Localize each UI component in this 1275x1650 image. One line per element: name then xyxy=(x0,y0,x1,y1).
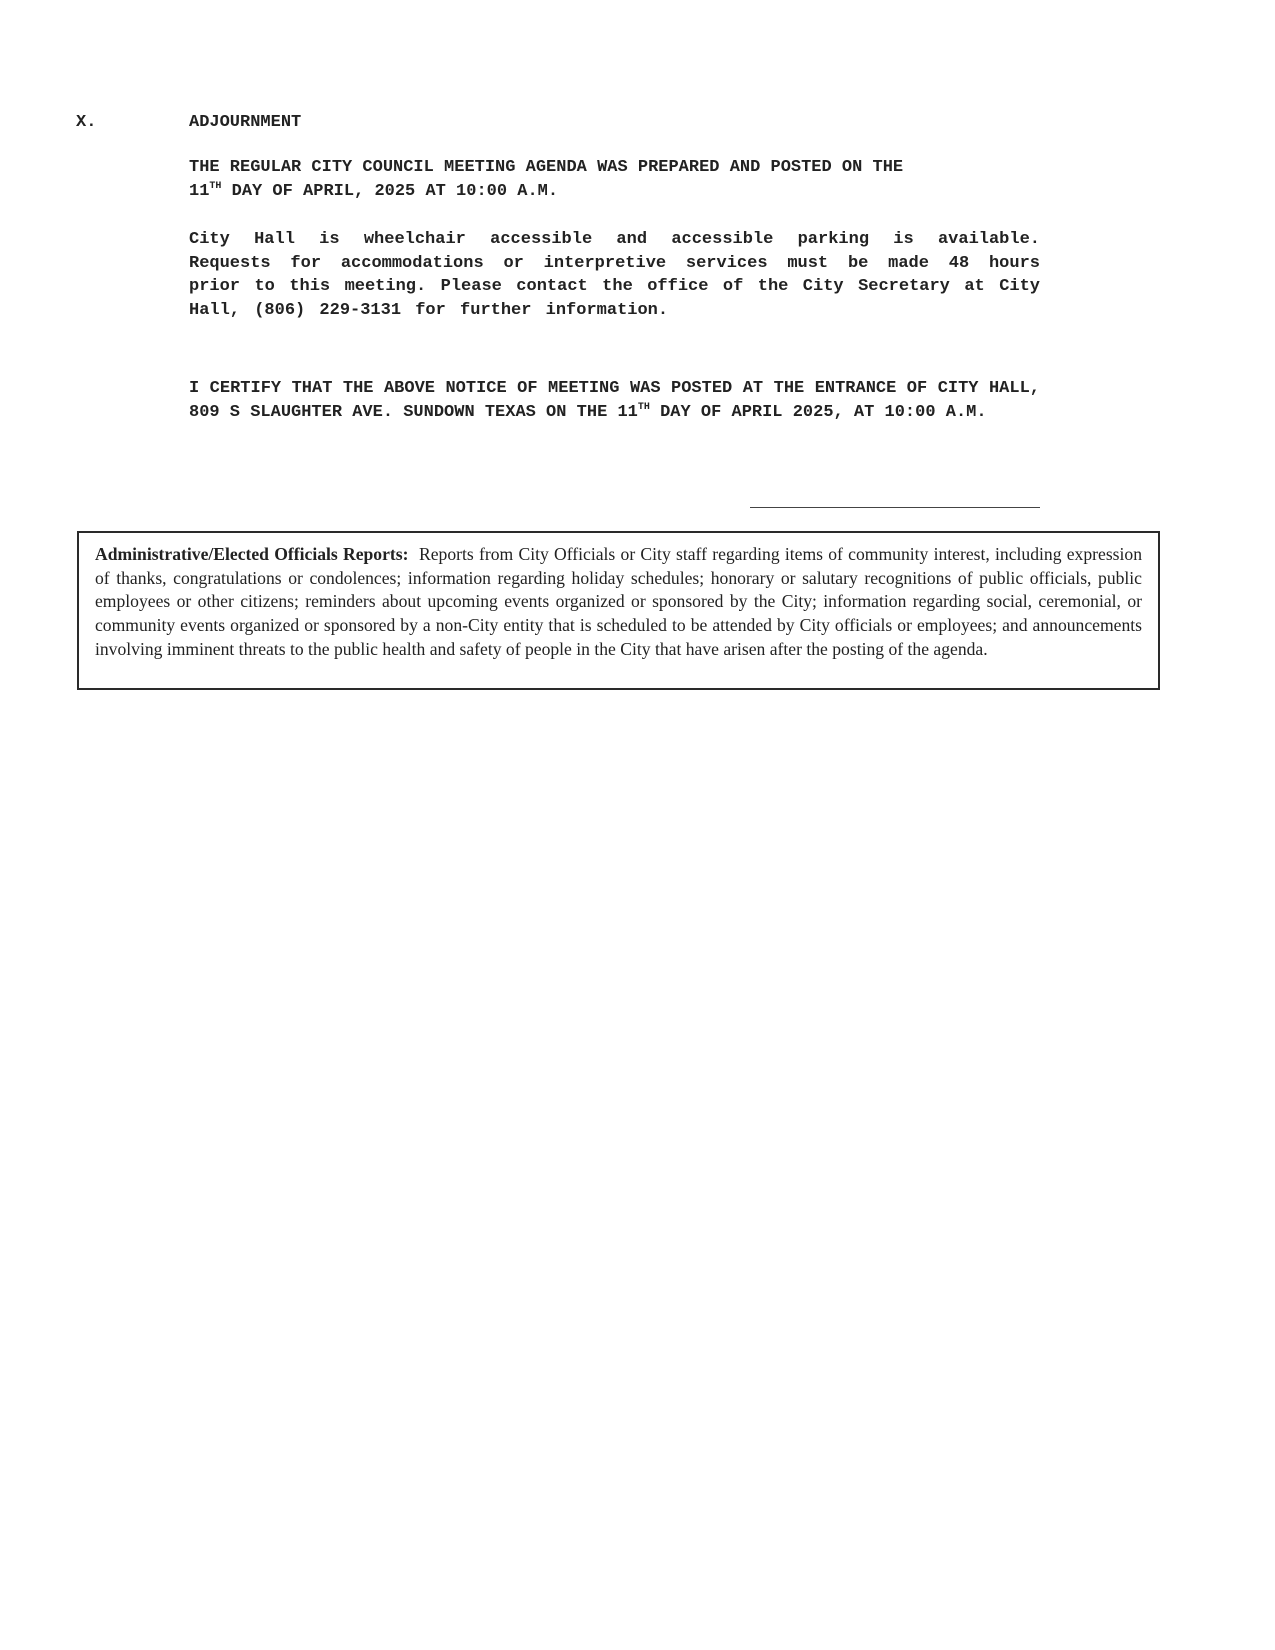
posting-notice xyxy=(189,156,1040,203)
officials-reports-box xyxy=(77,531,1160,690)
posting-notice-line1: THE REGULAR CITY COUNCIL MEETING AGENDA WAS PREPARED AND POSTED ON THE xyxy=(189,158,904,177)
certification-text-end: DAY OF APRIL 2025, AT 10:00 A.M. xyxy=(649,402,987,422)
section-heading: ADJOURNMENT xyxy=(189,113,302,132)
posting-notice-day-suffix: TH xyxy=(209,180,222,192)
certification-day-suffix: TH xyxy=(637,401,650,413)
section-number: X. xyxy=(76,113,97,132)
certification-text: I CERTIFY THAT THE ABOVE NOTICE OF MEETING WAS POSTED AT THE ENTRANCE OF CITY HALL, 809 S SLAUGHTER AVE. SUNDOWN TEXAS ON THE 11 xyxy=(189,379,1040,422)
officials-reports-label: Administrative/Elected Officials Reports: xyxy=(95,544,409,564)
certification-notice xyxy=(189,377,1040,424)
posting-notice-line2: DAY OF APRIL, 2025 AT 10:00 A.M. xyxy=(221,181,559,201)
signature-line xyxy=(750,507,1040,508)
officials-reports-text: Reports from City Officials or City staff regarding items of community interest, including expression of thanks, congratulations or condolences; information regarding holiday schedules; honorary or salutary recognitions of public officials, public employees or other citizens; reminders about upcoming events organized or sponsored by the City; information regarding social, ceremonial, or community events organized or sponsored by a non-City entity that is scheduled to be attended by City officials or employees; and announcements involving imminent threats to the public health and safety of people in the City that have arisen after the posting of the agenda. xyxy=(95,544,1142,659)
accessibility-notice: City Hall is wheelchair accessible and accessible parking is available. Requests for accommodations or interpretive services must be made 48 hours prior to this meeting. Please contact the office of the City Secretary at City Hall, (806) 229-3131 for further information. xyxy=(189,230,1040,320)
posting-notice-day: 11 xyxy=(189,181,210,201)
